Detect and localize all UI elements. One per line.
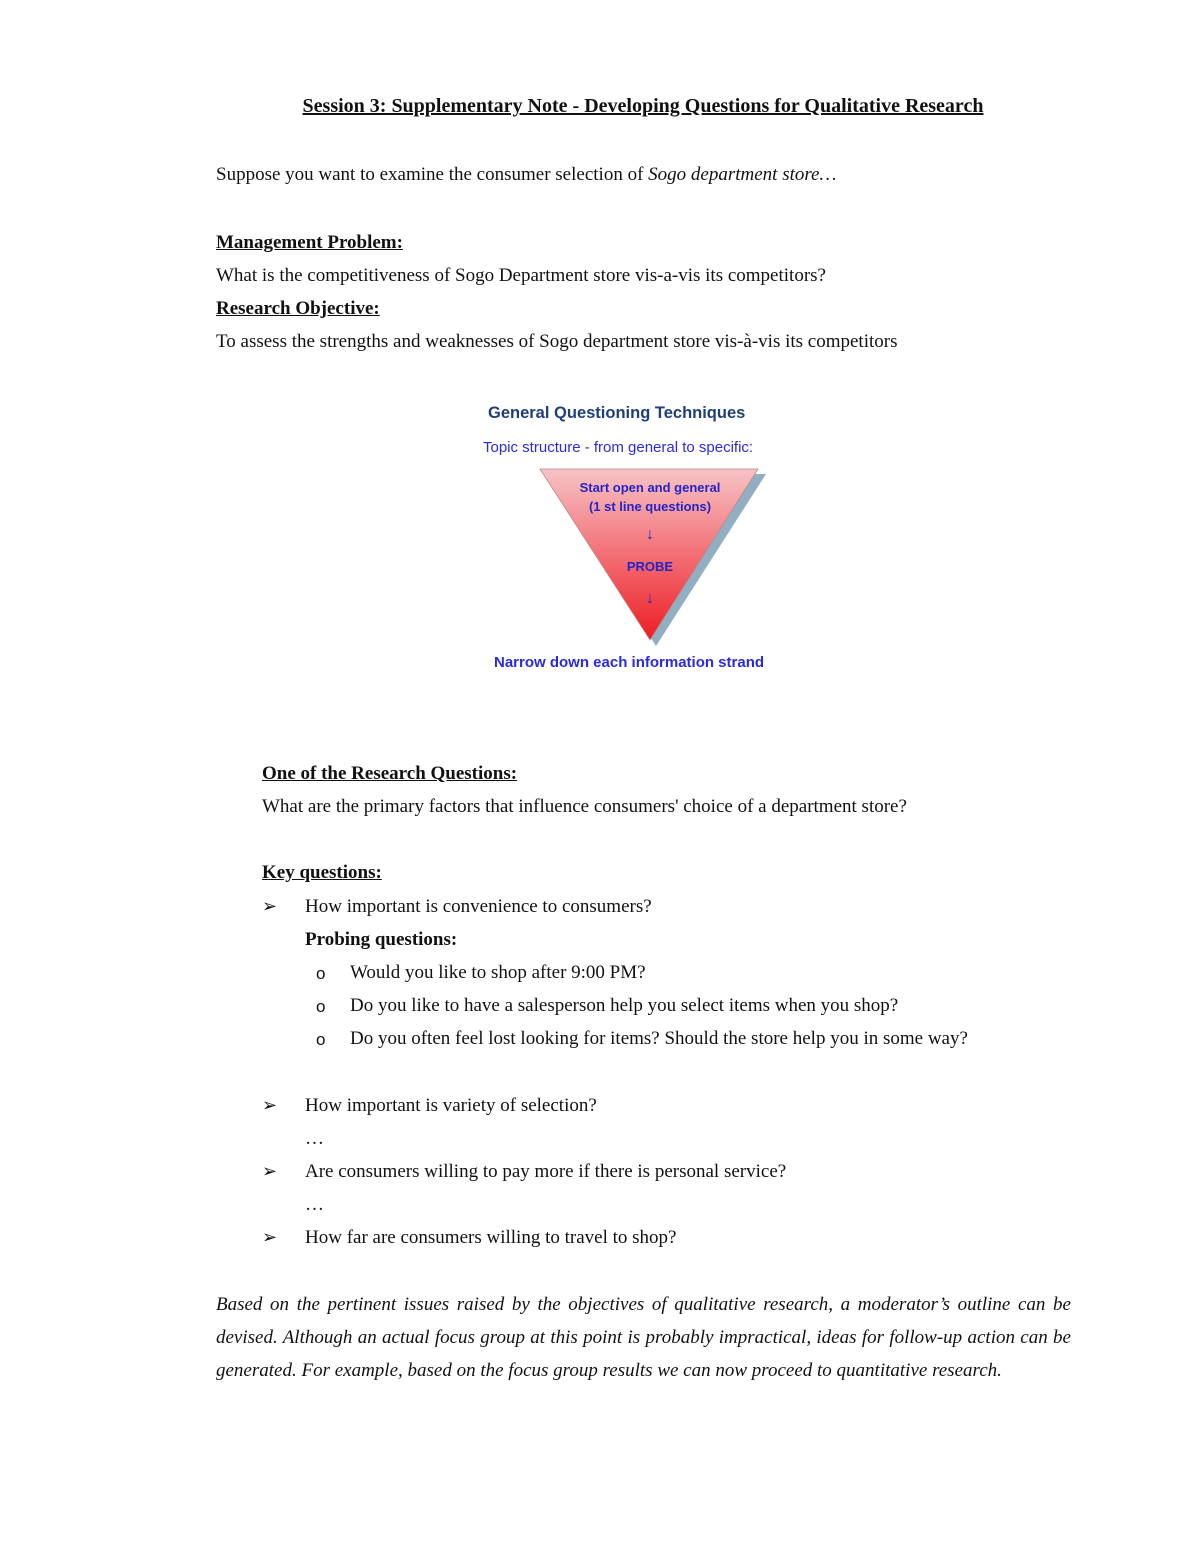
probing-question: Would you like to shop after 9:00 PM? <box>350 962 646 983</box>
intro-paragraph <box>216 164 836 186</box>
circle-bullet-icon: o <box>316 997 326 1016</box>
arrow-bullet-icon: ➢ <box>262 1161 278 1182</box>
key-question-2: How important is variety of selection? <box>305 1095 597 1116</box>
circle-bullet-icon: o <box>316 964 326 983</box>
diagram-subtitle: Topic structure - from general to specific: <box>483 439 754 456</box>
probing-question: Do you often feel lost looking for items? Should the store help you in some way? <box>350 1028 968 1049</box>
key-question-1: How important is convenience to consumers? <box>305 896 652 917</box>
probing-question: Do you like to have a salesperson help you select items when you shop? <box>350 995 899 1016</box>
research-objective-text: To assess the strengths and weaknesses of Sogo department store vis-à-vis its competitors <box>216 331 898 352</box>
ellipsis: … <box>305 1128 324 1149</box>
arrow-bullet-icon: ➢ <box>262 896 278 917</box>
down-arrow-icon: ↓ <box>646 590 654 607</box>
ellipsis: … <box>305 1194 324 1215</box>
key-question-3: Are consumers willing to pay more if there is personal service? <box>305 1161 787 1182</box>
research-question-text: What are the primary factors that influence consumers' choice of a department store? <box>262 796 907 817</box>
research-question-heading: One of the Research Questions: <box>262 763 518 784</box>
probing-questions-heading: Probing questions: <box>305 929 458 950</box>
management-problem-heading: Management Problem: <box>216 232 403 253</box>
funnel-probe-label: PROBE <box>626 559 674 574</box>
diagram-title: General Questioning Techniques <box>488 404 746 422</box>
arrow-bullet-icon: ➢ <box>262 1227 278 1248</box>
intro-text: Suppose you want to examine the consumer selection of <box>216 164 649 185</box>
research-objective-heading: Research Objective: <box>216 298 380 319</box>
down-arrow-icon: ↓ <box>646 526 654 543</box>
intro-italic-text: Sogo department store… <box>648 164 837 185</box>
circle-bullet-icon: o <box>316 1030 326 1049</box>
diagram-bottom-caption: Narrow down each information strand <box>494 654 765 671</box>
key-questions-heading: Key questions: <box>262 862 382 883</box>
closing-paragraph: Based on the pertinent issues raised by the objectives of qualitative research, a moderator’s outline can be devised. Although an actual focus group at this point is probably impractical, ideas for follow-up action can be generated. For example, based on the focus group results we can now proceed to quantitative research. <box>216 1294 1071 1381</box>
funnel-top-line2: (1 st line questions) <box>588 499 712 514</box>
management-problem-text: What is the competitiveness of Sogo Department store vis-a-vis its competitors? <box>216 265 826 286</box>
key-question-4: How far are consumers willing to travel to shop? <box>305 1227 677 1248</box>
arrow-bullet-icon: ➢ <box>262 1095 278 1116</box>
page-title: Session 3: Supplementary Note - Developing Questions for Qualitative Research <box>302 95 984 117</box>
funnel-top-line1: Start open and general <box>579 480 721 495</box>
